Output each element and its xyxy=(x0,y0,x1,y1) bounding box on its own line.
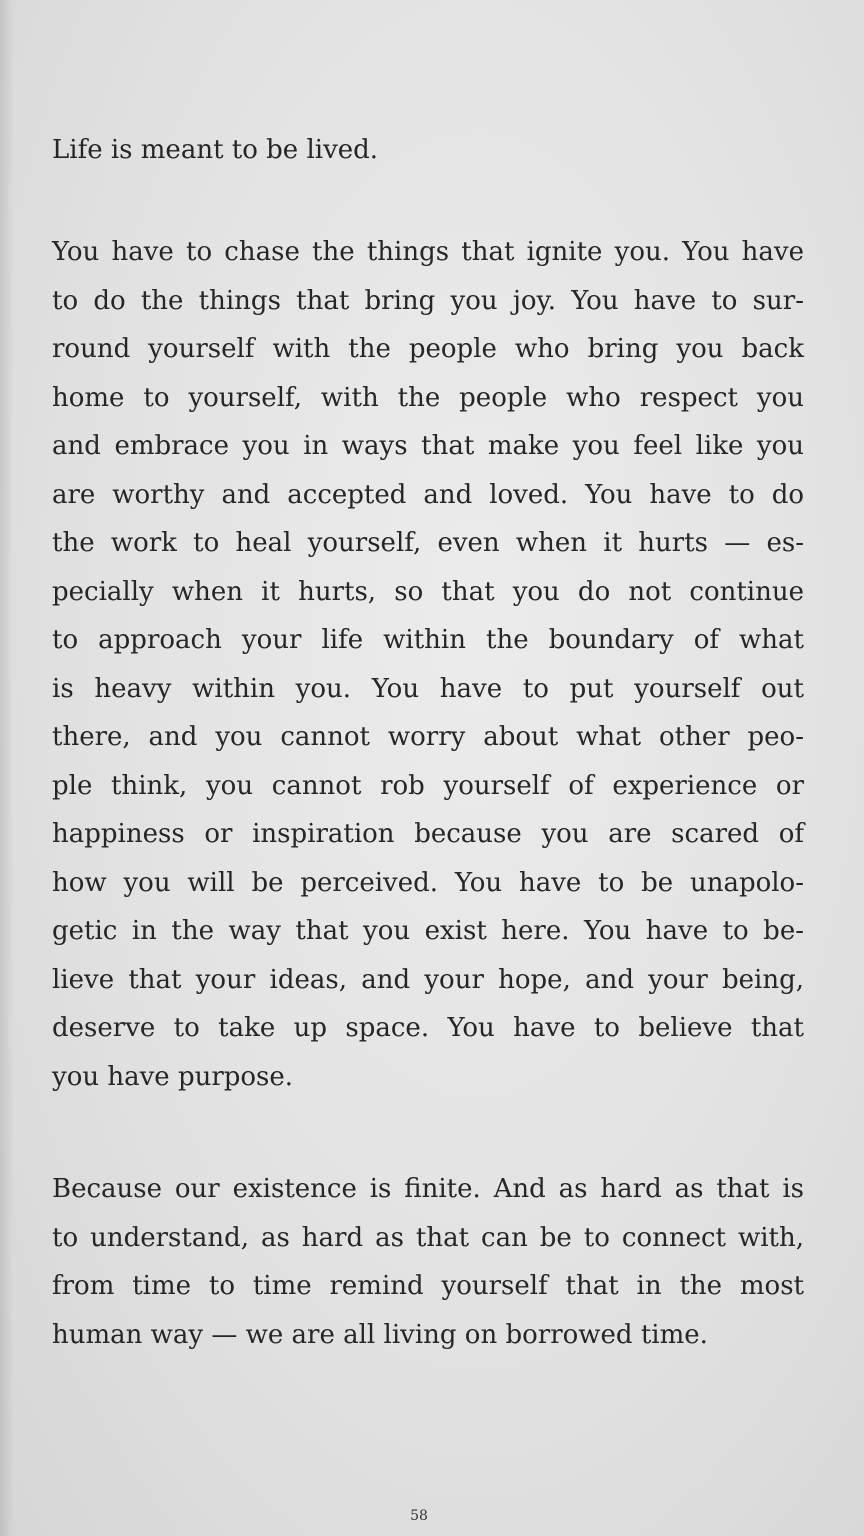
text-line: ple think, you cannot rob yourself of experience or xyxy=(52,770,804,801)
text-line: the work to heal yourself, even when it hurts — es- xyxy=(52,528,804,558)
text-line: to do the things that bring you joy. You have to sur- xyxy=(52,285,804,316)
text-line: getic in the way that you exist here. You have to be- xyxy=(52,916,804,946)
text-line: home to yourself, with the people who respect you xyxy=(52,382,804,413)
text-line: is heavy within you. You have to put yourself out xyxy=(52,673,804,704)
text-line: how you will be perceived. You have to be unapolo- xyxy=(52,867,804,898)
text-line: pecially when it hurts, so that you do not continue xyxy=(52,576,804,607)
text-line: are worthy and accepted and loved. You have to do xyxy=(52,479,804,510)
text-line: you have purpose. xyxy=(52,1061,294,1092)
page-number: 58 xyxy=(410,1508,428,1524)
text-line: and embrace you in ways that make you feel like you xyxy=(52,431,804,461)
text-line: round yourself with the people who bring you back xyxy=(52,334,804,364)
text-line: human way — we are all living on borrowed time. xyxy=(52,1319,708,1350)
main-paragraph xyxy=(52,228,804,1101)
text-line: from time to time remind yourself that in the most xyxy=(52,1271,804,1301)
text-line: to understand, as hard as that can be to connect with, xyxy=(52,1222,804,1253)
text-line: deserve to take up space. You have to believe that xyxy=(52,1013,804,1043)
text-line: You have to chase the things that ignite you. You have xyxy=(52,237,804,267)
opening-line xyxy=(52,126,804,175)
text-line: there, and you cannot worry about what other peo- xyxy=(52,722,804,752)
text-line: Life is meant to be lived. xyxy=(52,135,379,165)
text-line: happiness or inspiration because you are scared of xyxy=(52,819,804,849)
closing-paragraph xyxy=(52,1165,804,1359)
text-line: lieve that your ideas, and your hope, and your being, xyxy=(52,964,804,995)
text-line: Because our existence is finite. And as hard as that is xyxy=(52,1174,804,1204)
text-line: to approach your life within the boundary of what xyxy=(52,625,804,655)
